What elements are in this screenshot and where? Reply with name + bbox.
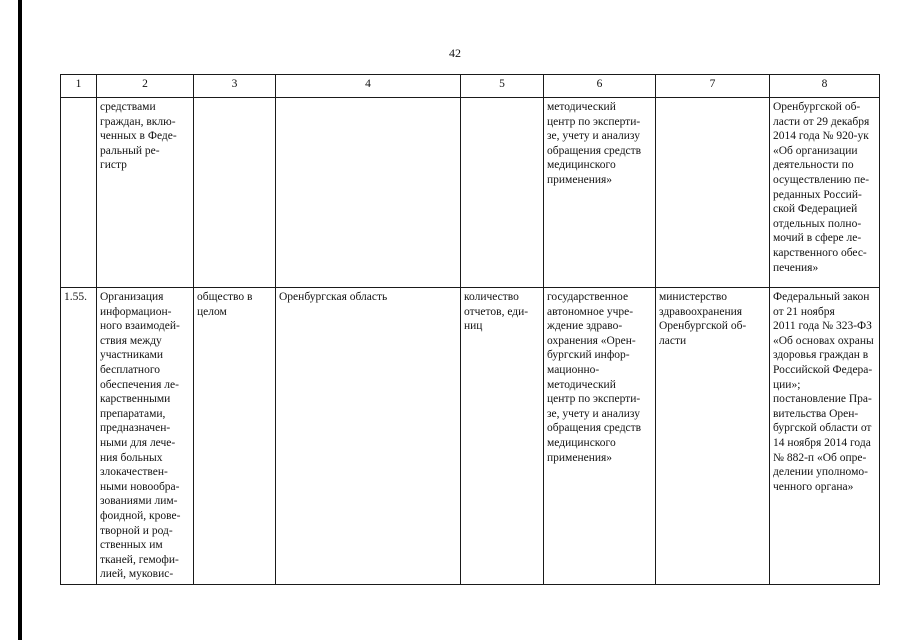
- page-number: 42: [449, 46, 461, 60]
- target-group-cell: [194, 98, 276, 288]
- executor-cell: государственное автономное учре- ждение здраво- охранения «Орен- бургский инфор- мационно- методический центр по эксперти- зе, учету и анализу обращения средств медицинского применения»: [544, 288, 656, 585]
- document-table: [60, 74, 880, 585]
- column-header: 4: [276, 75, 461, 98]
- territory-cell: [276, 98, 461, 288]
- row-number-cell: 1.55.: [61, 288, 97, 585]
- executor-cell: методический центр по эксперти- зе, учету и анализу обращения средств медицинского применения»: [544, 98, 656, 288]
- scan-edge-shadow: [18, 0, 22, 640]
- table-row: [61, 98, 880, 288]
- activity-cell: средствами граждан, вклю- ченных в Феде- ральный ре- гистр: [97, 98, 194, 288]
- legal-basis-cell: Федеральный закон от 21 ноября 2011 года № 323-ФЗ «Об основах охраны здоровья граждан в Российской Федера- ции»; постановление Пра- вительства Орен- бургской области от 14 ноября 2014 года № 882-п «Об опре- делении уполномо- ченного органа»: [770, 288, 880, 585]
- row-number-cell: [61, 98, 97, 288]
- table-row: [61, 288, 880, 585]
- authority-cell: [656, 98, 770, 288]
- activity-cell: Организация информацион- ного взаимодей- ствия между участниками бесплатного обеспечения ле- карственными препаратами, предназначен- ными для лече- ния больных злокачествен- ными новообра- зованиями лим- фоидной, крове- творной и род- ственных им тканей, гемофи- лией, муковис-: [97, 288, 194, 585]
- indicator-cell: [461, 98, 544, 288]
- indicator-cell: количество отчетов, еди- ниц: [461, 288, 544, 585]
- column-header: 2: [97, 75, 194, 98]
- column-header: 5: [461, 75, 544, 98]
- column-header: 1: [61, 75, 97, 98]
- column-header: 8: [770, 75, 880, 98]
- authority-cell: министерство здравоохранения Оренбургской об- ласти: [656, 288, 770, 585]
- column-header: 6: [544, 75, 656, 98]
- column-header: 3: [194, 75, 276, 98]
- legal-basis-cell: Оренбургской об- ласти от 29 декабря 2014 года № 920-ук «Об организации деятельности по осуществлению пе- реданных Россий- ской Федерацией отдельных полно- мочий в сфере ле- карственного обес- печения»: [770, 98, 880, 288]
- table-header-row: [61, 75, 880, 98]
- target-group-cell: общество в целом: [194, 288, 276, 585]
- territory-cell: Оренбургская область: [276, 288, 461, 585]
- column-header: 7: [656, 75, 770, 98]
